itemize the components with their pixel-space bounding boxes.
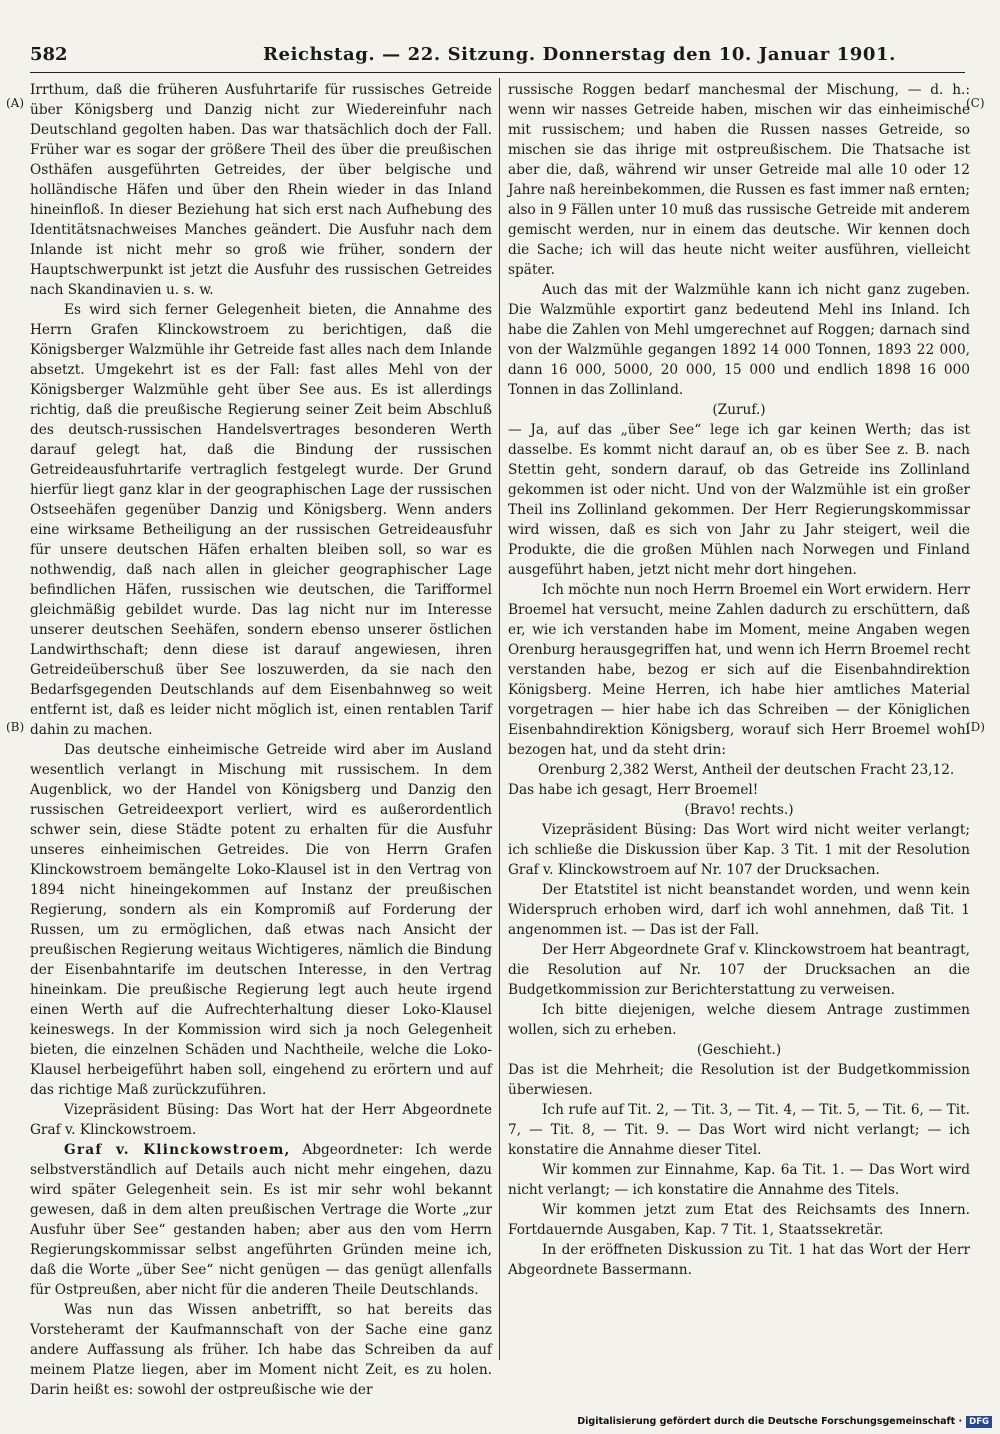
right-column [508, 80, 970, 1348]
paragraph: Irrthum, daß die früheren Ausfuhrtarife für russisches Getreide über Königsberg und Danzig nicht zur Wiedereinfuhr nach Deutschland gegolten haben. Das war thatsächlich doch der Fall. Früher war es sogar der größere Theil des über die preußischen Osthäfen ausgeführten Getreides, der über belgische und holländische Häfen und über den Rhein wieder in das Inland hineinfloß. In dieser Beziehung hat sich erst nach Aufhebung des Identitätsnachweises Manches geändert. Die Ausfuhr nach dem Inlande ist nicht mehr so groß wie früher, sondern der Hauptschwerpunkt ist jetzt die Ausfuhr des russischen Getreides nach Skandinavien u. s. w. [30, 82, 492, 298]
paragraph: In der eröffneten Diskussion zu Tit. 1 hat das Wort der Herr Abgeordnete Bassermann. [508, 1242, 970, 1278]
dfg-logo: DFG [966, 1416, 992, 1428]
interjection: (Bravo! rechts.) [684, 802, 794, 818]
quoted-line: Orenburg 2,382 Werst, Antheil der deutschen Fracht 23,12. [538, 762, 955, 778]
paragraph: Vizepräsident Büsing: Das Wort hat der Herr Abgeordnete Graf v. Klinckowstroem. [30, 1102, 492, 1138]
page-header [30, 44, 965, 70]
paragraph: Vizepräsident Büsing: Das Wort wird nicht weiter verlangt; ich schließe die Diskussion über Kap. 3 Tit. 1 mit der Resolution Graf v. Klinckowstroem auf Nr. 107 der Drucksachen. [508, 822, 970, 878]
digitization-footer [577, 1416, 992, 1428]
page-number: 582 [30, 44, 68, 65]
paragraph: Der Herr Abgeordnete Graf v. Klinckowstroem hat beantragt, die Resolution auf Nr. 107 der Drucksachen an die Budgetkommission zur Berichterstattung zu verweisen. [508, 942, 970, 998]
interjection: (Geschieht.) [696, 1042, 782, 1058]
left-column [30, 80, 492, 1398]
speech-text: Abgeordneter: Ich werde selbstverständlich auf Details auch nicht mehr eingehen, dazu wird später Gelegenheit sein. Es ist mir sehr wohl bekannt gewesen, daß in dem alten preußischen Vertrage die Worte „zur Ausfuhr über See“ gestanden haben; aber aus den vom Herrn Regierungskommissar selbst angeführten Gründen meine ich, daß die Worte „über See“ nicht genügen — das genügt allenfalls für Ostpreußen, aber nicht für die anderen Theile Deutschlands. [30, 1142, 492, 1298]
speech-paragraph [30, 1140, 492, 1300]
speaker-name: Graf v. Klinckowstroem, [64, 1142, 291, 1158]
margin-marker-b: (B) [6, 720, 25, 734]
margin-marker-a: (A) [6, 96, 25, 110]
paragraph: Wir kommen jetzt zum Etat des Reichsamts des Innern. Fortdauernde Ausgaben, Kap. 7 Tit. 1, Staatssekretär. [508, 1202, 970, 1238]
header-rule [30, 72, 965, 73]
paragraph: Es wird sich ferner Gelegenheit bieten, die Annahme des Herrn Grafen Klinckowstroem zu berichtigen, daß die Königsberger Walzmühle ihr Getreide fast alles nach dem Inlande absetzt. Umgekehrt ist es der Fall: fast alles Mehl von der Königsberger Walzmühle geht über See aus. Es ist allerdings richtig, daß die preußische Regierung seiner Zeit beim Abschluß des deutsch-russischen Handelsvertrages besonderen Werth darauf gelegt hat, daß die Bindung der russischen Getreideausfuhrtarife vertraglich festgelegt wurde. Der Grund hierfür liegt ganz klar in der geographischen Lage der russischen Ostseehäfen gegenüber Danzig und Königsberg. Wenn anders eine wirksame Betheiligung an der russischen Getreideausfuhr für unsere deutschen Häfen erhalten bleiben soll, so war es nothwendig, daß nach allen in gleicher geographischer Lage befindlichen Häfen, russischen wie deutschen, die Tarifformel gleichmäßig gebildet wurde. Das lag nicht nur im Interesse unserer deutschen Seehäfen, sondern ebenso unserer östlichen Landwirthschaft; denn diese ist darauf angewiesen, ihren Getreideüberschuß über See loszuwerden, da sie nach den Bedarfsgegenden Deutschlands auf dem Eisenbahnweg so weit entfernt ist, daß es leider nicht möglich ist, einen rentablen Tarif dahin zu machen. [30, 302, 492, 738]
paragraph: Das ist die Mehrheit; die Resolution ist der Budgetkommission überwiesen. [508, 1062, 970, 1098]
paragraph: Ich möchte nun noch Herrn Broemel ein Wort erwidern. Herr Broemel hat versucht, meine Zahlen dadurch zu erschüttern, daß er, wie ich verstanden habe im Moment, meine Angaben wegen Orenburg herausgegriffen hat, und wenn ich Herrn Broemel recht verstanden habe, bezog er sich auf die Eisenbahndirektion Königsberg. Meine Herren, ich habe hier amtliches Material vorgetragen — hier habe ich das Schreiben — der Königlichen Eisenbahndirektion Königsberg, worauf sich Herr Broemel wohl bezogen hat, und da steht drin: [508, 582, 970, 758]
interjection: (Zuruf.) [712, 402, 766, 418]
paragraph: Das habe ich gesagt, Herr Broemel! [508, 782, 759, 798]
paragraph: russische Roggen bedarf manchesmal der Mischung, — d. h.: wenn wir nasses Getreide haben, mischen wir das einheimische mit russischem; und haben die Russen nasses Getreide, so mischen sie das ihrige mit ostpreußischem. Die Thatsache ist aber die, daß, während wir unser Getreide mal alle 10 oder 12 Jahre naß hereinbekommen, die Russen es fast immer naß ernten; also in 9 Fällen unter 10 muß das russische Getreide mit anderem gemischt werden, nur in einem das deutsche. Wir kennen doch die Sache; ich will das heute nicht weiter ausführen, vielleicht später. [508, 82, 970, 278]
running-title: Reichstag. — 22. Sitzung. Donnerstag den 10. Januar 1901. [263, 44, 897, 65]
paragraph: Der Etatstitel ist nicht beanstandet worden, und wenn kein Widerspruch erhoben wird, darf ich wohl annehmen, daß Tit. 1 angenommen ist. — Das ist der Fall. [508, 882, 970, 938]
paragraph: Auch das mit der Walzmühle kann ich nicht ganz zugeben. Die Walzmühle exportirt ganz bedeutend Mehl ins Inland. Ich habe die Zahlen von Mehl umgerechnet auf Roggen; darnach sind von der Walzmühle gegangen 1892 14 000 Tonnen, 1893 22 000, dann 16 000, 5000, 20 000, 15 000 und endlich 1898 16 000 Tonnen in das Zollinland. [508, 282, 970, 398]
paragraph: Ich bitte diejenigen, welche diesem Antrage zustimmen wollen, sich zu erheben. [508, 1002, 970, 1038]
margin-marker-c: (C) [966, 96, 985, 110]
paragraph: — Ja, auf das „über See“ lege ich gar keinen Werth; das ist dasselbe. Es kommt nicht darauf an, ob es über See z. B. nach Stettin geht, sondern darauf, ob das Getreide ins Zollinland gekommen ist oder nicht. Und von der Walzmühle ist ein großer Theil ins Zollinland gekommen. Der Herr Regierungskommissar wird wissen, daß es sich von Jahr zu Jahr steigert, weil die Produkte, die die großen Mühlen nach Norwegen und Finland ausgeführt haben, jetzt nicht mehr dort hingehen. [508, 422, 970, 578]
paragraph: Wir kommen zur Einnahme, Kap. 6a Tit. 1. — Das Wort wird nicht verlangt; — ich konstatire die Annahme des Titels. [508, 1162, 970, 1198]
margin-marker-d: (D) [966, 720, 985, 734]
paragraph: Ich rufe auf Tit. 2, — Tit. 3, — Tit. 4, — Tit. 5, — Tit. 6, — Tit. 7, — Tit. 8, — Tit. 9. — Das Wort wird nicht verlangt; — ich konstatire die Annahme dieser Titel. [508, 1102, 970, 1158]
footer-text: Digitalisierung gefördert durch die Deutsche Forschungsgemeinschaft · [577, 1416, 963, 1427]
paragraph: Das deutsche einheimische Getreide wird aber im Ausland wesentlich verlangt in Mischung mit russischem. In dem Augenblick, wo der Handel von Königsberg und Danzig den russischen Getreideexport verliert, wird es außerordentlich schwer sein, diese Städte potent zu erhalten für die Ausfuhr unseres einheimischen Getreides. Die von Herrn Grafen Klinckowstroem bemängelte Loko-Klausel ist in den Vertrag von 1894 nicht hineingekommen auf Instanz der preußischen Regierung, sondern als ein Kompromiß auf Forderung der Russen, um zu ermöglichen, daß etwas nach Ansicht der preußischen Regierung weitaus Wichtigeres, nämlich die Bindung der Eisenbahntarife im deutschen Interesse, in den Vertrag hineinkam. Die preußische Regierung legt auch heute irgend einen Werth auf die Aufrechterhaltung dieser Loko-Klausel keineswegs. In der Kommission wird sich ja noch Gelegenheit bieten, die einzelnen Schäden und Nachtheile, welche die Loko-Klausel herbeigeführt haben soll, eingehend zu erörtern und auf das richtige Maß zurückzuführen. [30, 742, 492, 1098]
paragraph: Was nun das Wissen anbetrifft, so hat bereits das Vorsteheramt der Kaufmannschaft von der Sache eine ganz andere Auffassung als früher. Ich habe das Schreiben da auf meinem Platze liegen, aber im Moment nicht Zeit, es zu holen. Darin heißt es: sowohl der ostpreußische wie der [30, 1302, 492, 1398]
column-divider [499, 78, 500, 1360]
